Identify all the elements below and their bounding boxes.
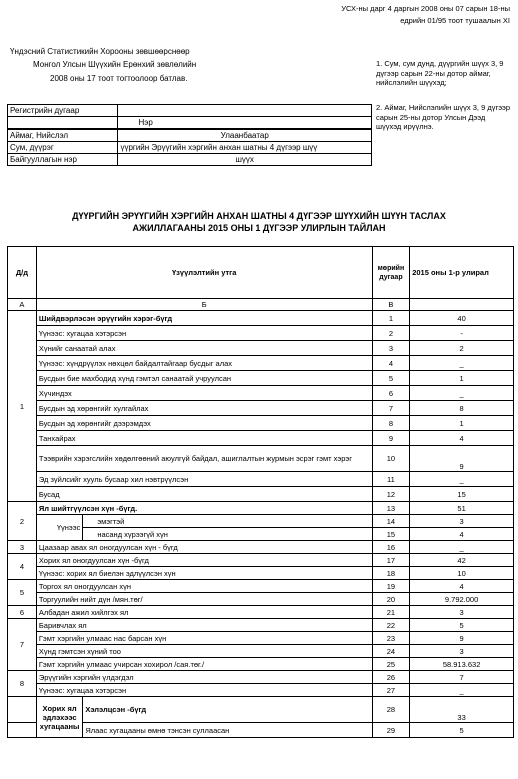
row-value: 9 (410, 446, 514, 472)
row-label: Ялаас хугацааны өмнө тэнсэн суллаасан (83, 723, 372, 738)
row-value: 3 (410, 645, 514, 658)
report-title-line2: АЖИЛЛАГААНЫ 2015 ОНЫ 1 ДҮГЭЭР УЛИРЛЫН ТАЙЛАН (132, 223, 386, 233)
row-number: 4 (372, 356, 410, 371)
reg-value (118, 105, 372, 117)
sum-label: Сум, дүүрэг (8, 142, 118, 154)
header-order-line1: УСХ-ны дарг 4 даргын 2008 оны 07 сарын 18-ны (341, 4, 510, 13)
header-quarter: 2015 оны 1-р улирал (410, 247, 514, 299)
row-value: 15 (410, 487, 514, 502)
row-number: 23 (372, 632, 410, 645)
org-info-table (7, 104, 372, 166)
name-label: Нэр (118, 117, 372, 130)
header-no: Д/д (8, 247, 37, 299)
row-label: Үүнээс: хүндрүүлэх нөхцөл байдалтайгаар бусдыг алах (36, 356, 372, 371)
row-value: _ (410, 356, 514, 371)
row-label: Эд зүйлсийг хууль бусаар хил нэвтрүүлсэн (36, 472, 372, 487)
group-number: 5 (8, 580, 37, 606)
header-indicator: Үзүүлэлтийн утга (36, 247, 372, 299)
row-label: Цаазаар авах ял оногдуулсан хүн - бүгд (36, 541, 372, 554)
row-label: Эрүүгийн хэргийн үлдэгдэл (36, 671, 372, 684)
row-value: 7 (410, 671, 514, 684)
row-value: 2 (410, 341, 514, 356)
group-number: 6 (8, 606, 37, 619)
row-number: 18 (372, 567, 410, 580)
row-label: Үүнээс: хугацаа хэтэрсэн (36, 684, 372, 697)
row-label: Хүчиндэх (36, 386, 372, 401)
row-number: 12 (372, 487, 410, 502)
row-number: 1 (372, 311, 410, 326)
row-number: 16 (372, 541, 410, 554)
row-label: Гэмт хэргийн улмаас нас барсан хүн (36, 632, 372, 645)
row-label: насанд хүрээгүй хүн (83, 528, 372, 541)
row-value: - (410, 326, 514, 341)
report-title-line1: ДҮҮРГИЙН ЭРҮҮГИЙН ХЭРГИЙН АНХАН ШАТНЫ 4 ДҮГЭЭР ШҮҮХИЙН ШҮҮН ТАСЛАХ (72, 211, 446, 221)
row-number: 19 (372, 580, 410, 593)
row-number: 21 (372, 606, 410, 619)
row-value: 4 (410, 431, 514, 446)
row-label: Бусад (36, 487, 372, 502)
row-number: 9 (372, 431, 410, 446)
org-label: Байгууллагын нэр (8, 154, 118, 166)
row-prefix: Үүнээс (36, 515, 82, 541)
row-label: Бусдын эд хөрөнгийг хулгайлах (36, 401, 372, 416)
group-number-empty (8, 697, 37, 723)
row-number: 5 (372, 371, 410, 386)
row-number: 13 (372, 502, 410, 515)
row-label: Хэлэлцсэн -бүгд (83, 697, 372, 723)
row-number: 14 (372, 515, 410, 528)
row-value: 1 (410, 371, 514, 386)
row-number: 6 (372, 386, 410, 401)
org-value: шүүх (118, 154, 372, 166)
row-label: Албадан ажил хийлгэх ял (36, 606, 372, 619)
row-label: Танхайрах (36, 431, 372, 446)
group-number: 8 (8, 671, 37, 697)
row-number: 27 (372, 684, 410, 697)
row-value: 5 (410, 723, 514, 738)
sub-header-v: В (372, 299, 410, 311)
row-value: 4 (410, 528, 514, 541)
row-label: эмэгтэй (83, 515, 372, 528)
row-value: _ (410, 684, 514, 697)
group-number: 4 (8, 554, 37, 580)
row-number: 28 (372, 697, 410, 723)
row-value: 51 (410, 502, 514, 515)
row-number: 22 (372, 619, 410, 632)
reg-label: Регистрийн дугаар (8, 105, 118, 117)
row-number: 15 (372, 528, 410, 541)
row-value: 33 (410, 697, 514, 723)
submission-note-2: 2. Аймаг, Нийслэлийн шүүх 3, 9 дүгээр сарын 25-ны дотор Улсын Дээд шүүхэд ирүүлнэ. (376, 103, 511, 131)
group-number: 7 (8, 619, 37, 671)
row-label: Торгох ял оногдуулсан хүн (36, 580, 372, 593)
row-number: 11 (372, 472, 410, 487)
row-value: 3 (410, 606, 514, 619)
row-label: Шийдвэрлэсэн эрүүгийн хэрэг-бүгд (36, 311, 372, 326)
row-number: 20 (372, 593, 410, 606)
row-number: 29 (372, 723, 410, 738)
aimag-label: Аймаг, Нийслэл (8, 129, 118, 142)
row-number: 2 (372, 326, 410, 341)
approval-line2: Монгол Улсын Шүүхийн Ерөнхий зөвлөлийн (33, 60, 197, 69)
row-number: 3 (372, 341, 410, 356)
row-value: 58.913.632 (410, 658, 514, 671)
row-label: Хүнийг санаатай алах (36, 341, 372, 356)
row-value: 4 (410, 580, 514, 593)
sum-value: үүргийн Эрүүгийн хэргийн анхан шатны 4 дүгээр шүү (118, 142, 372, 154)
row-value: 8 (410, 401, 514, 416)
approval-line1: Үндэсний Статистикийн Хорооны зөвшөөрснөөр (10, 47, 190, 56)
row-value: _ (410, 386, 514, 401)
row-value: 3 (410, 515, 514, 528)
row-value: 1 (410, 416, 514, 431)
row-label: Гэмт хэргийн улмаас учирсан хохирол /сая.төг./ (36, 658, 372, 671)
row-label: Хүнд гэмтсэн хүний тоо (36, 645, 372, 658)
row-label: Ял шийтгүүлсэн хүн -бүгд. (36, 502, 372, 515)
row-label: Бусдын эд хөрөнгийг дээрэмдэх (36, 416, 372, 431)
header-row-number: мөрийн дугаар (372, 247, 410, 299)
row-value: _ (410, 541, 514, 554)
row-number: 7 (372, 401, 410, 416)
group-number: 1 (8, 311, 37, 502)
row-label: Бусдын бие махбодид хүнд гэмтэл санаатай учруулсан (36, 371, 372, 386)
row-number: 17 (372, 554, 410, 567)
row-label: Үүнээс: хугацаа хэтэрсэн (36, 326, 372, 341)
sub-header-a: А (8, 299, 37, 311)
blank-cell (8, 117, 118, 130)
group-number: 2 (8, 502, 37, 541)
group-number-empty (8, 723, 37, 738)
row-value: 9.792.000 (410, 593, 514, 606)
row-label: Торгуулийн нийт дүн /мян.төг/ (36, 593, 372, 606)
report-table (7, 246, 514, 738)
row-value: _ (410, 472, 514, 487)
row-label: Хорих ял оногдуулсан хүн -бүгд (36, 554, 372, 567)
sub-header-empty (410, 299, 514, 311)
sub-header-b: Б (36, 299, 372, 311)
row-value: 40 (410, 311, 514, 326)
row-label: Үүнээс: хорих ял биелэн эдлүүлсэн хүн (36, 567, 372, 580)
aimag-value: Улаанбаатар (118, 129, 372, 142)
row-value: 42 (410, 554, 514, 567)
row-number: 26 (372, 671, 410, 684)
row-number: 8 (372, 416, 410, 431)
group-label-parole: Хорих ял эдлэхээс хугацааны (36, 697, 82, 738)
header-order-line2: едрийн 01/95 тоот тушаалын ХI (400, 16, 510, 25)
row-value: 10 (410, 567, 514, 580)
row-number: 24 (372, 645, 410, 658)
row-label: Тээврийн хэрэгслийн хөдөлгөөний аюулгүй байдал, ашиглалтын журмын эсрэг гэмт хэрэг (36, 446, 372, 472)
row-number: 10 (372, 446, 410, 472)
row-value: 5 (410, 619, 514, 632)
approval-line3: 2008 оны 17 тоот тогтоолоор батлав. (50, 74, 188, 83)
row-label: Баривчлах ял (36, 619, 372, 632)
submission-note-1: 1. Сум, сум дунд, дүүргийн шүүх 3, 9 дүгээр сарын 22-ны дотор аймаг, нийслэлийн шүүхэд; (376, 59, 504, 87)
group-number: 3 (8, 541, 37, 554)
row-value: 9 (410, 632, 514, 645)
row-number: 25 (372, 658, 410, 671)
